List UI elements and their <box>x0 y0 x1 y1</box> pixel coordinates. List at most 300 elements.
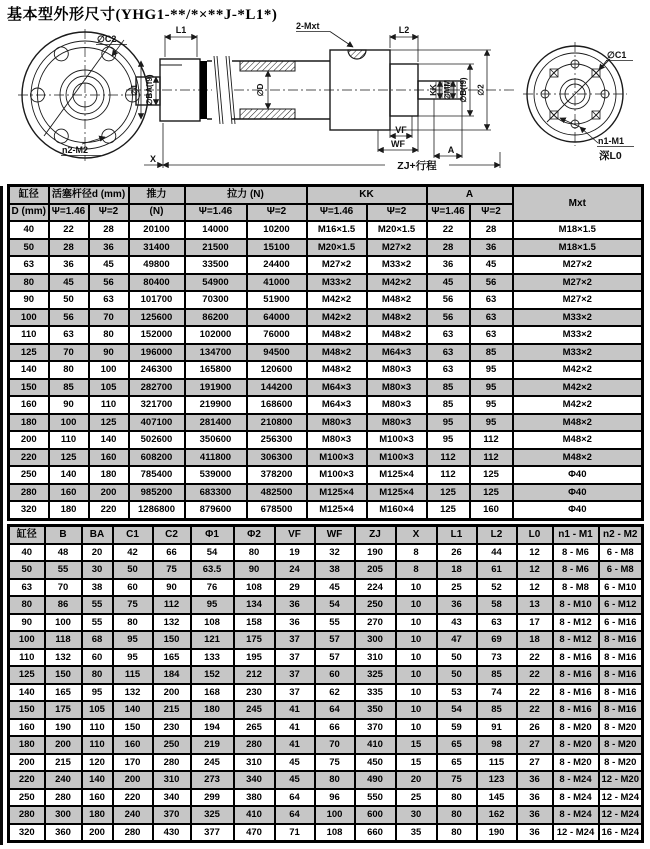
table-cell: 56 <box>427 309 470 327</box>
table-cell: M27×2 <box>513 256 643 274</box>
table-cell: 45 <box>470 256 513 274</box>
table1-row <box>9 326 643 344</box>
table-cell: 58 <box>477 596 517 614</box>
label-depth-l0: 深L0 <box>599 150 622 162</box>
table-cell: 280 <box>45 789 82 807</box>
table-cell: 335 <box>355 684 396 702</box>
table-cell: 37 <box>275 684 315 702</box>
table-cell: 90 <box>9 291 49 309</box>
header-psi2: Ψ=2 <box>367 204 427 222</box>
table-cell: 95 <box>82 684 113 702</box>
table-cell: 180 <box>89 466 129 484</box>
header-psi2: Ψ=2 <box>89 204 129 222</box>
table2-row <box>9 771 643 789</box>
table-cell: 321700 <box>129 396 185 414</box>
table-cell: 377 <box>191 824 234 842</box>
table-cell: 14000 <box>185 221 247 239</box>
table-cell: M48×2 <box>307 361 367 379</box>
table-cell: 100 <box>45 614 82 632</box>
table-cell: 28 <box>470 221 513 239</box>
table-cell: 300 <box>45 806 82 824</box>
label-l2: L2 <box>398 25 410 35</box>
table-cell: 125 <box>470 466 513 484</box>
table-cell: 100 <box>9 309 49 327</box>
table-cell: 80 <box>9 274 49 292</box>
table-cell: 75 <box>153 561 191 579</box>
table-cell: 102000 <box>185 326 247 344</box>
table-cell: 25 <box>437 579 477 597</box>
table-cell: M48×2 <box>307 344 367 362</box>
table-cell: 108 <box>315 824 355 842</box>
table-header-cell: VF <box>275 526 315 544</box>
header-rod-diameter: 活塞杆径d (mm) <box>49 186 129 204</box>
table-cell: 63 <box>427 326 470 344</box>
table1-row <box>9 396 643 414</box>
table-cell: 76 <box>191 579 234 597</box>
table-cell: 125 <box>427 484 470 502</box>
table-cell: 80 <box>437 824 477 842</box>
table-cell: 95 <box>427 431 470 449</box>
table-cell: 8 - M24 <box>553 789 599 807</box>
table-cell: 36 <box>517 806 553 824</box>
table-cell: 224 <box>355 579 396 597</box>
table-cell: 125 <box>470 484 513 502</box>
table-cell: 340 <box>234 771 275 789</box>
table-cell: 350 <box>355 701 396 719</box>
header-kk: KK <box>307 186 427 204</box>
table-cell: 74 <box>477 684 517 702</box>
table2-row <box>9 719 643 737</box>
table-cell: 300 <box>355 631 396 649</box>
table-cell: 280 <box>153 754 191 772</box>
table-cell: 45 <box>427 274 470 292</box>
scan-edge-artifact <box>0 186 3 845</box>
table-cell: 8 <box>396 544 437 562</box>
table-cell: 61 <box>477 561 517 579</box>
table-cell: 50 <box>437 649 477 667</box>
table-cell: 80 <box>9 596 45 614</box>
table-cell: 8 - M6 <box>553 561 599 579</box>
table-cell: 250 <box>9 789 45 807</box>
table-cell: M160×4 <box>367 501 427 519</box>
label-vf: VF <box>395 125 407 135</box>
table-cell: 281400 <box>185 414 247 432</box>
table-cell: 44 <box>477 544 517 562</box>
table-cell: 19 <box>275 544 315 562</box>
table-cell: 325 <box>355 666 396 684</box>
table-cell: 115 <box>113 666 153 684</box>
table-cell: 30 <box>82 561 113 579</box>
header-push-unit: (N) <box>129 204 185 222</box>
table-cell: 200 <box>9 431 49 449</box>
table-cell: 41 <box>275 736 315 754</box>
table-cell: 64 <box>275 789 315 807</box>
table-cell: 6 - M12 <box>599 596 643 614</box>
table-cell: 105 <box>89 379 129 397</box>
label-kk: KK <box>429 84 438 96</box>
table-cell: 64 <box>275 806 315 824</box>
table2-row <box>9 701 643 719</box>
table-cell: 8 - M12 <box>553 631 599 649</box>
table-cell: 10 <box>396 719 437 737</box>
table-cell: 12 <box>517 579 553 597</box>
table-cell: 36 <box>437 596 477 614</box>
table-cell: 110 <box>82 736 113 754</box>
table-cell: 17 <box>517 614 553 632</box>
table-cell: 100 <box>49 414 89 432</box>
table-cell: 550 <box>355 789 396 807</box>
table-cell: 144200 <box>247 379 307 397</box>
table-cell: 60 <box>82 649 113 667</box>
table-header-cell: C2 <box>153 526 191 544</box>
page-title: 基本型外形尺寸(YHG1-**/*×**J-*L1*) <box>7 7 278 23</box>
table-cell: 280 <box>113 824 153 842</box>
label-n1-m1: n1-M1 <box>598 136 625 146</box>
table2-row <box>9 544 643 562</box>
table-cell: 59 <box>437 719 477 737</box>
label-dia-mm: ∅MM <box>443 79 452 101</box>
table-cell: 75 <box>437 771 477 789</box>
table-cell: 125 <box>9 344 49 362</box>
table-header-cell: 缸径 <box>9 526 45 544</box>
table-cell: 54 <box>191 544 234 562</box>
table-cell: 180 <box>49 501 89 519</box>
table-cell: 320 <box>9 824 45 842</box>
table-cell: 240 <box>113 806 153 824</box>
table-cell: 38 <box>315 561 355 579</box>
table-cell: 10 <box>396 649 437 667</box>
table-cell: 132 <box>113 684 153 702</box>
table-cell: 140 <box>113 701 153 719</box>
table-cell: 12 - M20 <box>599 771 643 789</box>
table-cell: 48 <box>45 544 82 562</box>
table-cell: 280 <box>234 736 275 754</box>
table-cell: 8 - M24 <box>553 806 599 824</box>
table-cell: 121 <box>191 631 234 649</box>
header-psi2: Ψ=2 <box>247 204 307 222</box>
table-cell: 37 <box>275 631 315 649</box>
table-cell: 56 <box>427 291 470 309</box>
table-cell: 45 <box>315 579 355 597</box>
table1-row <box>9 414 643 432</box>
table-cell: 27 <box>517 754 553 772</box>
technical-drawing <box>0 16 650 180</box>
table-cell: M16×1.5 <box>307 221 367 239</box>
table-cell: 26 <box>437 544 477 562</box>
table-cell: 40 <box>9 544 45 562</box>
table-cell: 370 <box>355 719 396 737</box>
table-cell: 200 <box>113 771 153 789</box>
table-cell: 200 <box>9 754 45 772</box>
table-cell: 410 <box>234 806 275 824</box>
table-cell: 250 <box>153 736 191 754</box>
table-cell: 110 <box>49 431 89 449</box>
table-cell: 8 - M16 <box>599 631 643 649</box>
table-cell: 230 <box>234 684 275 702</box>
table-cell: 152 <box>191 666 234 684</box>
table2-row <box>9 684 643 702</box>
table-cell: Φ40 <box>513 501 643 519</box>
table-cell: 95 <box>427 414 470 432</box>
table-cell: 160 <box>470 501 513 519</box>
table-cell: 100 <box>315 806 355 824</box>
table-cell: 56 <box>470 274 513 292</box>
table2-row <box>9 614 643 632</box>
table-cell: 41 <box>275 719 315 737</box>
table1-row <box>9 274 643 292</box>
table-cell: 683300 <box>185 484 247 502</box>
table-cell: 190 <box>477 824 517 842</box>
label-dia-ba: ∅BA(f9) <box>145 74 154 106</box>
table2-row <box>9 666 643 684</box>
table-cell: 245 <box>191 754 234 772</box>
table-cell: 22 <box>517 649 553 667</box>
table-cell: M80×3 <box>307 431 367 449</box>
table-cell: 110 <box>9 649 45 667</box>
table-cell: 200 <box>45 736 82 754</box>
table-cell: 6 - M16 <box>599 614 643 632</box>
table-cell: 360 <box>45 824 82 842</box>
label-wf: WF <box>391 139 405 149</box>
table-header-cell: Φ1 <box>191 526 234 544</box>
table-cell: 95 <box>113 649 153 667</box>
table-cell: 73 <box>477 649 517 667</box>
table-cell: 108 <box>191 614 234 632</box>
table-cell: 660 <box>355 824 396 842</box>
table-cell: 320 <box>9 501 49 519</box>
table-cell: M33×2 <box>513 309 643 327</box>
table2-row <box>9 754 643 772</box>
table-cell: 105 <box>82 701 113 719</box>
table-cell: 55 <box>315 614 355 632</box>
table-cell: 125600 <box>129 309 185 327</box>
table-cell: 134 <box>234 596 275 614</box>
table-header-cell: X <box>396 526 437 544</box>
table-cell: 110 <box>82 719 113 737</box>
table2-row <box>9 596 643 614</box>
table-cell: 90 <box>234 561 275 579</box>
label-c1-diameter: ∅C1 <box>607 50 627 60</box>
table-cell: 165800 <box>185 361 247 379</box>
table-cell: 63 <box>470 309 513 327</box>
table-cell: M80×3 <box>307 414 367 432</box>
table-cell: 502600 <box>129 431 185 449</box>
table-cell: 80 <box>437 789 477 807</box>
label-dia-d: ∅D <box>256 83 265 97</box>
table-cell: 350600 <box>185 431 247 449</box>
table2-row <box>9 806 643 824</box>
table-cell: 63 <box>9 579 45 597</box>
table-cell: 80400 <box>129 274 185 292</box>
table-cell: 8 - M20 <box>599 736 643 754</box>
table-cell: 22 <box>49 221 89 239</box>
table-cell: 270 <box>355 614 396 632</box>
table-cell: 180 <box>9 736 45 754</box>
table-cell: 165 <box>45 684 82 702</box>
table-cell: 108 <box>234 579 275 597</box>
right-flange-view <box>523 42 634 162</box>
table-cell: 101700 <box>129 291 185 309</box>
table-header-cell: n1 - M1 <box>553 526 599 544</box>
table-cell: 10 <box>396 666 437 684</box>
table-cell: 168600 <box>247 396 307 414</box>
table-header-row <box>9 526 643 544</box>
table-cell: 90 <box>153 579 191 597</box>
table-cell: 8 - M20 <box>553 736 599 754</box>
table-cell: 95 <box>470 414 513 432</box>
table-cell: 63 <box>49 326 89 344</box>
table-cell: M80×3 <box>367 379 427 397</box>
label-dia-b: ∅B(f9) <box>459 77 468 103</box>
table-cell: 31400 <box>129 239 185 257</box>
table-cell: 80 <box>82 666 113 684</box>
table-cell: 112 <box>470 431 513 449</box>
table-cell: M18×1.5 <box>513 239 643 257</box>
table-header-cell: L0 <box>517 526 553 544</box>
table-header-cell: n2 - M2 <box>599 526 643 544</box>
label-2-mxt: 2-Mxt <box>296 21 320 31</box>
table-cell: 250 <box>355 596 396 614</box>
table-cell: 63 <box>470 326 513 344</box>
table-cell: 55 <box>82 614 113 632</box>
table-cell: 200 <box>82 824 113 842</box>
table-cell: M80×3 <box>367 396 427 414</box>
table-cell: 118 <box>45 631 82 649</box>
table-cell: 75 <box>113 596 153 614</box>
header-a: A <box>427 186 513 204</box>
table-cell: 115 <box>477 754 517 772</box>
table-cell: 63 <box>89 291 129 309</box>
table-cell: M33×2 <box>513 326 643 344</box>
table-cell: 12 - M24 <box>599 789 643 807</box>
table-cell: 380 <box>234 789 275 807</box>
table-cell: M125×4 <box>307 484 367 502</box>
table-cell: 80 <box>113 614 153 632</box>
table-cell: 8 - M16 <box>599 701 643 719</box>
table-cell: 132 <box>45 649 82 667</box>
table-cell: 10200 <box>247 221 307 239</box>
table-cell: M20×1.5 <box>307 239 367 257</box>
table-cell: 90 <box>49 396 89 414</box>
header-psi146: Ψ=1.46 <box>185 204 247 222</box>
table-cell: 162 <box>477 806 517 824</box>
table-cell: 140 <box>49 466 89 484</box>
table-cell: 36 <box>89 239 129 257</box>
table-cell: 38 <box>82 579 113 597</box>
table-cell: 41 <box>275 701 315 719</box>
header-push-force: 推力 <box>129 186 185 204</box>
table-cell: 191900 <box>185 379 247 397</box>
table-cell: 120 <box>82 754 113 772</box>
label-zj-stroke: ZJ+行程 <box>397 160 437 172</box>
table1-row <box>9 309 643 327</box>
table-cell: 36 <box>517 789 553 807</box>
table-cell: 196000 <box>129 344 185 362</box>
table-cell: M42×2 <box>307 291 367 309</box>
table1-row <box>9 221 643 239</box>
table-cell: M27×2 <box>307 256 367 274</box>
table-cell: 8 - M16 <box>553 684 599 702</box>
table-cell: 8 - M6 <box>553 544 599 562</box>
table-cell: 60 <box>315 666 355 684</box>
table-cell: 36 <box>517 771 553 789</box>
table-cell: 140 <box>89 431 129 449</box>
label-a: A <box>447 145 455 155</box>
table-cell: 70300 <box>185 291 247 309</box>
table-cell: 879600 <box>185 501 247 519</box>
table-cell: 1286800 <box>129 501 185 519</box>
table-cell: 280 <box>9 484 49 502</box>
table-cell: 8 - M20 <box>553 719 599 737</box>
table-cell: 8 - M16 <box>553 666 599 684</box>
table-cell: 63.5 <box>191 561 234 579</box>
table-cell: 110 <box>9 326 49 344</box>
table-cell: 219900 <box>185 396 247 414</box>
table-cell: 8 - M20 <box>599 754 643 772</box>
table-cell: 132 <box>153 614 191 632</box>
table-cell: M33×2 <box>367 256 427 274</box>
table-cell: 50 <box>113 561 153 579</box>
table-cell: 56 <box>89 274 129 292</box>
table-cell: 125 <box>89 414 129 432</box>
table1-row <box>9 501 643 519</box>
table1-row <box>9 239 643 257</box>
table-cell: 190 <box>355 544 396 562</box>
table-cell: 240 <box>45 771 82 789</box>
table-header-cell: Φ2 <box>234 526 275 544</box>
table-cell: 165 <box>153 649 191 667</box>
force-thread-table <box>7 184 644 521</box>
table-cell: 140 <box>9 684 45 702</box>
table-cell: 43 <box>437 614 477 632</box>
table-cell: 180 <box>9 414 49 432</box>
table1-row <box>9 256 643 274</box>
table1-row <box>9 379 643 397</box>
table-cell: 299 <box>191 789 234 807</box>
table-cell: 20 <box>82 544 113 562</box>
table-cell: M64×3 <box>307 396 367 414</box>
table-cell: 15100 <box>247 239 307 257</box>
table-cell: 168 <box>191 684 234 702</box>
table-cell: 52 <box>477 579 517 597</box>
table-cell: 20 <box>396 771 437 789</box>
table-cell: M125×4 <box>367 484 427 502</box>
table-cell: 6 - M10 <box>599 579 643 597</box>
table-cell: 42 <box>113 544 153 562</box>
table-header-cell: L1 <box>437 526 477 544</box>
table-cell: 33500 <box>185 256 247 274</box>
table2-row <box>9 561 643 579</box>
table-cell: 430 <box>153 824 191 842</box>
table-cell: M48×2 <box>367 291 427 309</box>
table-cell: 45 <box>275 754 315 772</box>
table-cell: 205 <box>355 561 396 579</box>
table-cell: 10 <box>396 614 437 632</box>
table-cell: M33×2 <box>513 344 643 362</box>
table-cell: 22 <box>517 684 553 702</box>
table-cell: 184 <box>153 666 191 684</box>
table-cell: 37 <box>275 666 315 684</box>
table-cell: 10 <box>396 684 437 702</box>
table-cell: M42×2 <box>513 396 643 414</box>
cylinder-section-view <box>126 21 516 172</box>
table-cell: 175 <box>45 701 82 719</box>
table-cell: 6 - M8 <box>599 544 643 562</box>
table-cell: 95 <box>470 379 513 397</box>
table-cell: M42×2 <box>513 379 643 397</box>
table-cell: M100×3 <box>367 449 427 467</box>
table-cell: M80×3 <box>367 361 427 379</box>
